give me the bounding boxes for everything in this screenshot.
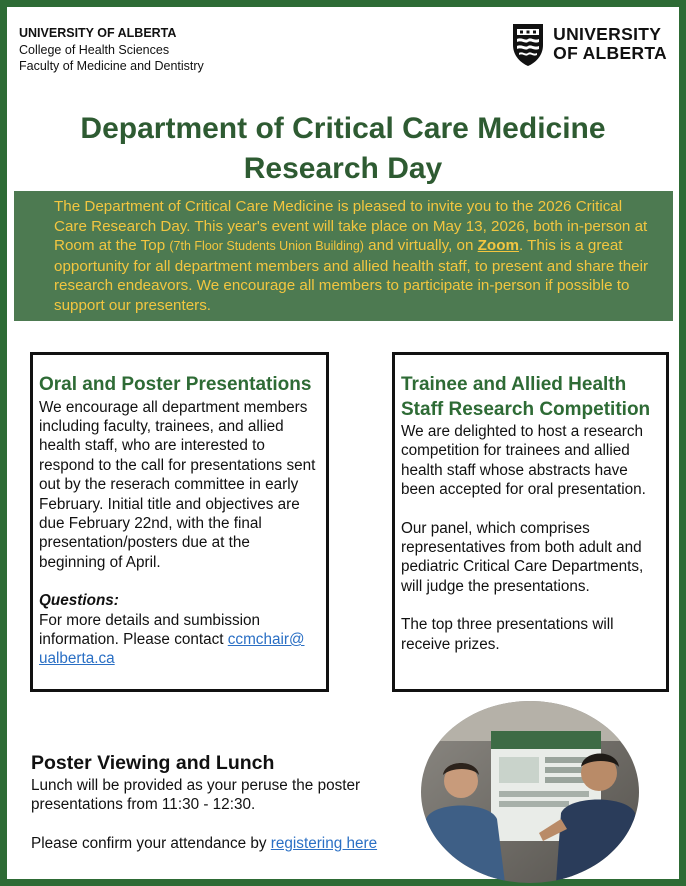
oral-poster-box	[30, 352, 329, 692]
college-name: College of Health Sciences	[19, 42, 170, 57]
university-name: UNIVERSITY OF ALBERTA	[19, 26, 177, 40]
zoom-link[interactable]: Zoom	[477, 237, 519, 255]
oral-poster-body: We encourage all department members including faculty, trainees, and allied health staff, who are interested to respond to the call for presentations sent out by the reserach committee in early February. Initial title and objectives are due February 22nd, with the final presentation/posters due at the beginning of April.	[39, 398, 316, 571]
oral-poster-heading: Oral and Poster Presentations	[39, 374, 312, 395]
banner-text-3: . This is a great opportunity for all department members and allied health staff, to present and share their research endeavors. We encourage all members to participate in-person if possible to support our presenters.	[54, 237, 649, 314]
invitation-banner	[14, 191, 673, 321]
university-shield-icon	[511, 21, 545, 67]
faculty-name: Faculty of Medicine and Dentistry	[19, 59, 204, 73]
university-logo	[511, 21, 667, 67]
confirm-text: Please confirm your attendance by	[31, 834, 271, 852]
title-line1: Department of Critical Care Medicine	[80, 112, 606, 145]
email-link[interactable]: ccmchair@ ualberta.ca	[39, 630, 305, 668]
register-link[interactable]: registering here	[270, 834, 378, 852]
competition-box	[392, 352, 669, 692]
questions-text	[39, 611, 320, 669]
poster-session-photo	[421, 701, 639, 883]
confirm-line	[31, 834, 391, 853]
banner-text-2: and virtually, on	[363, 237, 478, 255]
questions-body: For more details and sumbission information. Please contact	[39, 611, 261, 648]
two-men-at-poster-photo-icon	[421, 701, 639, 883]
competition-heading: Trainee and Allied Health Staff Research Competition	[401, 374, 651, 420]
lunch-body: Lunch will be provided as your peruse the poster presentations from 11:30 - 12:30.	[31, 777, 361, 814]
institution-header	[19, 25, 204, 75]
page-title	[7, 109, 679, 189]
lunch-heading: Poster Viewing and Lunch	[31, 752, 275, 774]
competition-para-3: The top three presentations will receive prizes.	[401, 616, 614, 653]
banner-location-detail: (7th Floor Students Union Building)	[169, 239, 364, 254]
questions-label: Questions:	[39, 592, 119, 610]
competition-para-1: We are delighted to host a research competition for trainees and allied health staff whose abstracts have been accepted for oral presentation.	[401, 423, 646, 499]
competition-para-2: Our panel, which comprises representatives from both adult and pediatric Critical Care Departments, will judge the presentations.	[401, 519, 644, 595]
logo-text-line2: OF ALBERTA	[553, 43, 667, 63]
logo-text-line1: UNIVERSITY	[553, 24, 662, 44]
banner-text-1: The Department of Critical Care Medicine is pleased to invite you to the 2026 Critical Care Research Day. This year's event will take place on May 13, 2026, both in-person at Room at the Top	[54, 198, 648, 255]
title-line2: Research Day	[243, 152, 443, 185]
lunch-section	[31, 751, 391, 853]
